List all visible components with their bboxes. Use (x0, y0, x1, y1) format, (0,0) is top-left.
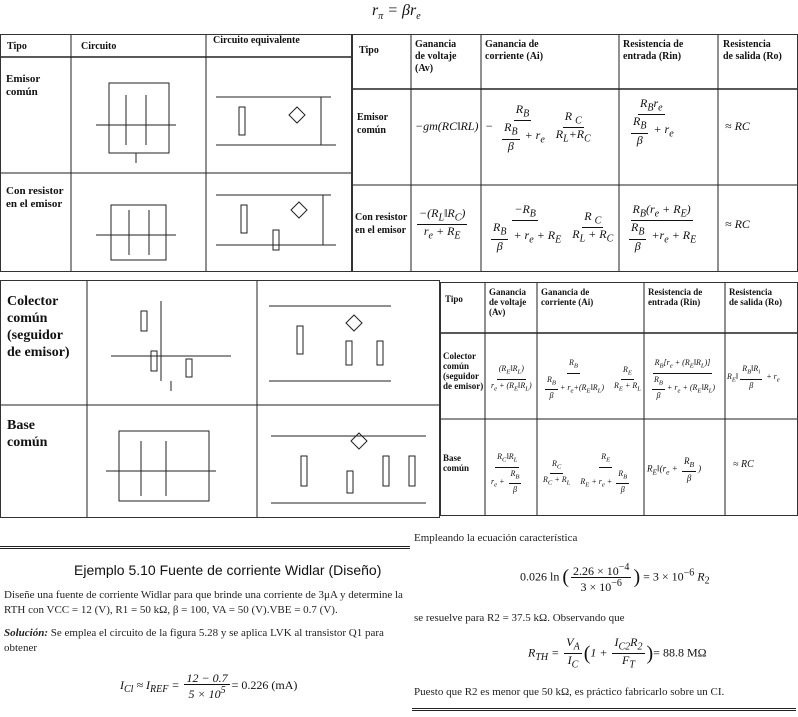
rt2-header-av: Ganancia de voltaje (Av) (489, 287, 527, 317)
rt2-rin-colector: $R_B[r_e$ + $(R_E‖R_L)$] $\frac{R_B}{\beta}$ + $r_e$ + $(R_E‖R_L)$ (654, 358, 715, 401)
eq-icl: $I_{Cl} \approx I_{REF}$ = $\frac{12 - 0.7}{5 \times 10^5}$ = 0.226 (mA) (120, 671, 298, 701)
right-line1: Empleando la ecuación característica (414, 532, 578, 544)
left-table-grid (1, 35, 351, 271)
example-title: Ejemplo 5.10 Fuente de corriente Widlar (Diseño) (74, 562, 382, 578)
rt-row-emisor-comun: Emisor común (357, 112, 389, 136)
row-base-comun: Base común (7, 418, 48, 450)
right-line2: se resuelve para R2 = 37.5 kΩ. Observando que (414, 612, 625, 624)
rt2-rin-base: $R_E‖(r_e$ + $\frac{R_B}{\beta}$ ) (647, 456, 702, 483)
left-table-top (0, 34, 352, 272)
rt2-av-base: $R_C‖R_L$ $r_e$ + $\frac{R_B}{\beta}$ (491, 452, 520, 495)
eq-characteristic: 0.026 ln ( $\frac{2.26 \times 10^{-4}}{3 \times 10^{-6}}$ ) = $3 \times 10^{-6}$ $R_2$ (520, 562, 710, 594)
row-con-resistor: Con resistor en el emisor (6, 185, 64, 210)
rt-header-tipo: Tipo (359, 45, 379, 56)
rt-ai-emisor: − $R_B$ $\frac{R_B}{\beta}$ + $r_e$ $\frac{R _C}{R_L+R_C}$ (485, 102, 591, 153)
rt-ai-resistor: $-R_B$ $\frac{R_B}{\beta}$ + $r_e + R_E$ $\frac{R _C}{R_L + R_C}$ (493, 202, 614, 253)
eq-rth: $R_{TH}$ = $\frac{V_A}{I_C}$ (1 + $\frac{I_{C2}R_2}{F_T}$ )= 88.8 MΩ (528, 635, 707, 671)
header-tipo: Tipo (7, 41, 27, 52)
rt-rin-resistor: $R_B(r_e + R_E)$ $\frac{R_B}{\beta}$ $+r_e + R_E$ (631, 202, 697, 253)
row-colector-comun: Colector común (seguidor de emisor) (7, 294, 70, 360)
row-emisor-comun: Emisor común (6, 73, 41, 98)
separator-left (0, 546, 410, 549)
rt2-av-colector: $\frac{(R_E‖R_L)}{r_e + (R_E‖R_L)}$ (491, 364, 532, 393)
example-solution (4, 626, 412, 656)
rt-header-rin: Resistencia de entrada (Rin) (623, 39, 684, 62)
rt2-row-base: Base común (443, 453, 470, 473)
rt-av-resistor: $\frac{-(R_L‖R_C)}{r_e + R_E}$ (419, 206, 466, 242)
right-table-bottom (440, 282, 798, 516)
rt2-header-tipo: Tipo (445, 294, 463, 304)
rt2-ai-base: $\frac{R_C}{R_C + R_L}$ $R_E$ $R_E + r_e$ + $\frac{R_B}{\beta}$ (543, 452, 628, 495)
rt2-ro-base: ≈ RC (733, 459, 754, 470)
header-circuito: Circuito (81, 41, 117, 52)
rt2-row-colector: Colector común (seguidor de emisor) (443, 351, 484, 391)
rt2-header-rin: Resistencia de entrada (Rin) (648, 287, 703, 307)
solution-label: Solución: (4, 627, 49, 639)
solution-text: Se emplea el circuito de la figura 5.28 y se aplica LVK al transistor Q1 para obtener (4, 627, 384, 654)
rt-header-ai: Ganancia de corriente (Ai) (485, 39, 544, 62)
example-statement: Diseñe una fuente de corriente Widlar para que brinde una corriente de 3μA y determine la RTH con VCC = 12 (V), R1 = 50 kΩ, β = 100, VA = 50 (V).VBE = 0.7 (V). (4, 589, 403, 616)
separator-right (412, 708, 796, 711)
right-table-top (352, 34, 798, 272)
rt-ro-emisor: ≈ RC (725, 119, 750, 133)
rt-row-con-resistor: Con resistor en el emisor (355, 212, 408, 236)
rt-av-emisor: −gm(RC‖RL) (415, 119, 479, 133)
header-circuito-equivalente: Circuito equivalente (213, 35, 300, 46)
rt2-ro-colector: $R_E‖$ $\frac{R_B‖R_i}{\beta}$ + $r_e$ (727, 364, 780, 390)
right-line3: Puesto que R2 es menor que 50 kΩ, es práctico fabricarlo sobre un CI. (414, 686, 725, 698)
top-formula: $r_\pi = \beta r_e$ (372, 2, 421, 23)
rt2-header-ro: Resistencia de salida (Ro) (729, 287, 783, 307)
rt-header-ro: Resistencia de salida (Ro) (723, 39, 782, 62)
rt-rin-emisor: $R_Br_e$ $\frac{R_B}{\beta}$ + $r_e$ (633, 96, 674, 147)
rt-header-av: Ganancia de voltaje (Av) (415, 39, 457, 74)
left-table-bottom (0, 280, 440, 518)
rt-ro-resistor: ≈ RC (725, 217, 750, 231)
rt2-ai-colector: $R_B$ $\frac{R_B}{\beta}$ + $r_e+(R_E‖R_L)$ $\frac{R_E}{R_E + R_L}$ (547, 358, 641, 401)
rt2-header-ai: Ganancia de corriente (Ai) (541, 287, 594, 307)
